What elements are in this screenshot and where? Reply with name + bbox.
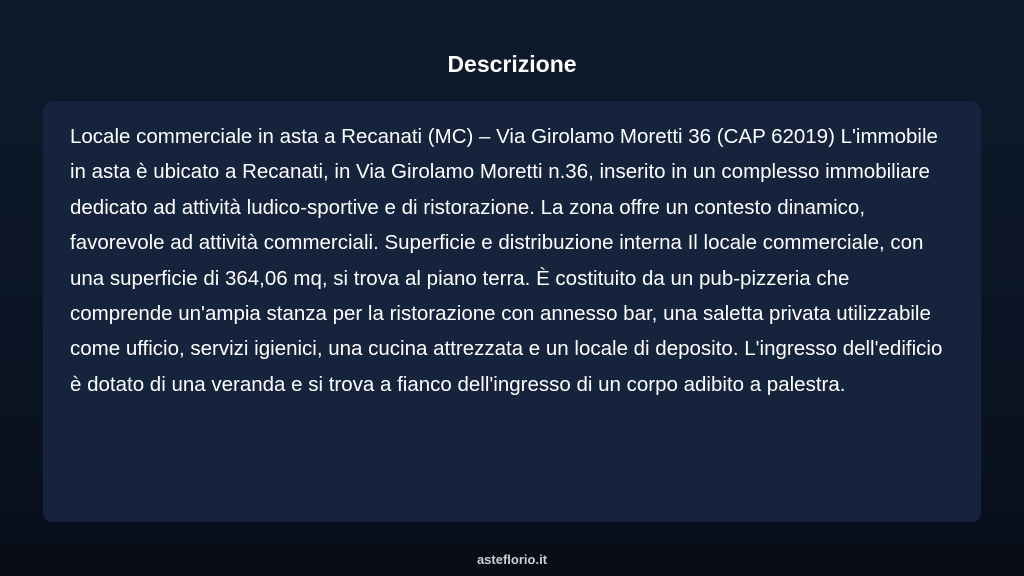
footer-bar xyxy=(0,544,1024,576)
description-card xyxy=(43,101,981,522)
description-text: Locale commerciale in asta a Recanati (MC) – Via Girolamo Moretti 36 (CAP 62019) L'immobile in asta è ubicato a Recanati, in Via Girolamo Moretti n.36, inserito in un complesso immobiliare dedicato ad attività ludico-sportive e di ristorazione. La zona offre un contesto dinamico, favorevole ad attività commerciali. Superficie e distribuzione interna Il locale commerciale, con una superficie di 364,06 mq, si trova al piano terra. È costituito da un pub-pizzeria che comprende un'ampia stanza per la ristorazione con annesso bar, una saletta privata utilizzabile come ufficio, servizi igienici, una cucina attrezzata e un locale di deposito. L'ingresso dell'edificio è dotato di una veranda e si trova a fianco dell'ingresso di un corpo adibito a palestra. xyxy=(70,125,943,396)
footer-brand: asteflorio.it xyxy=(476,552,548,567)
page-title: Descrizione xyxy=(447,51,577,77)
